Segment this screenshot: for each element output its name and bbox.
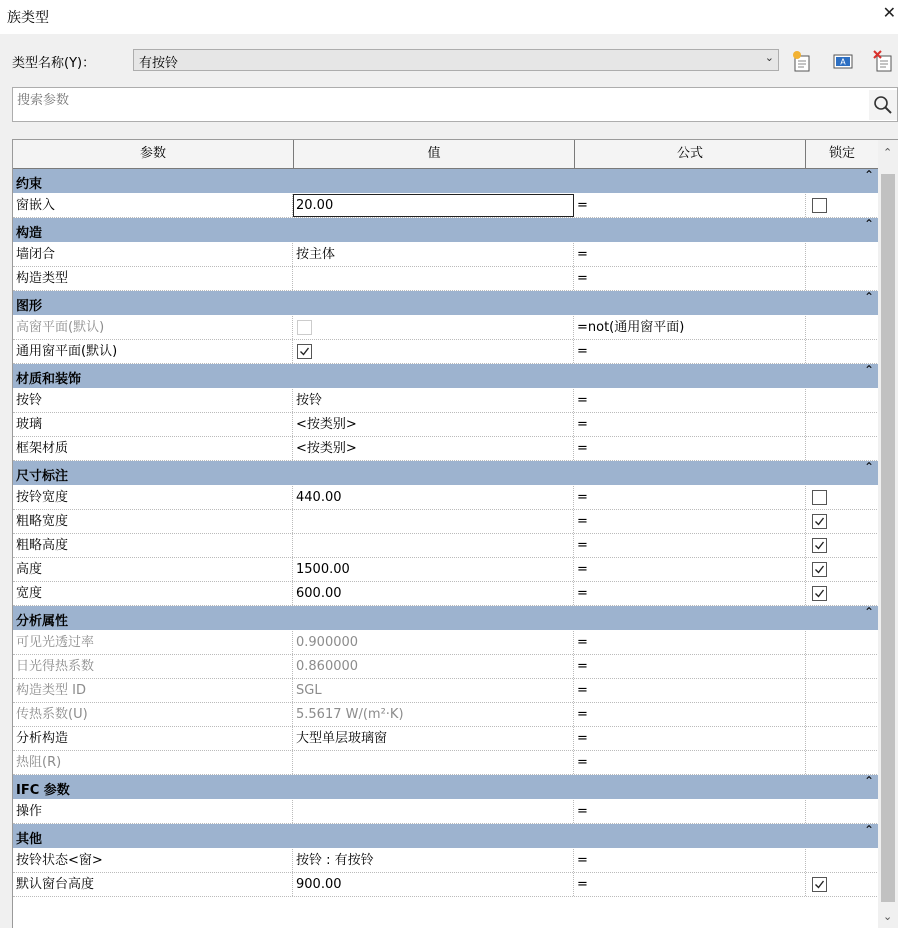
group-header[interactable] xyxy=(13,364,879,389)
svg-text:A: A xyxy=(840,57,846,67)
type-name-label: 类型名称(Y)： xyxy=(12,56,96,71)
chevron-down-icon: ⌄ xyxy=(764,51,774,64)
parameter-value[interactable]: <按类别> xyxy=(293,413,574,436)
lock-cell xyxy=(806,437,879,460)
lock-cell xyxy=(806,655,879,678)
parameter-name: 粗略高度 xyxy=(13,534,293,557)
formula-cell: = xyxy=(574,751,806,774)
parameter-value xyxy=(293,316,574,339)
parameter-value[interactable]: 大型单层玻璃窗 xyxy=(293,727,574,750)
value-edit-field[interactable]: 20.00 xyxy=(293,194,574,217)
parameter-value[interactable] xyxy=(293,510,574,533)
parameter-name: 构造类型 ID xyxy=(13,679,293,702)
scroll-up-icon[interactable]: ⌃ xyxy=(883,146,893,159)
search-placeholder: 搜索参数 xyxy=(17,93,70,108)
collapse-icon[interactable]: ⌃ xyxy=(863,168,874,182)
vertical-scrollbar[interactable] xyxy=(878,140,898,928)
parameter-name: 可见光透过率 xyxy=(13,631,293,654)
lock-checkbox[interactable] xyxy=(812,198,827,213)
formula-cell[interactable]: = xyxy=(574,437,806,460)
scroll-down-icon[interactable]: ⌄ xyxy=(883,910,893,923)
table-row xyxy=(13,873,879,897)
table-row xyxy=(13,631,879,655)
group-label: 图形 xyxy=(16,299,43,314)
type-name-value: 有按铃 xyxy=(139,56,179,71)
group-label: 构造 xyxy=(16,226,43,241)
formula-cell: = xyxy=(574,703,806,726)
lock-cell[interactable] xyxy=(806,486,879,509)
parameter-value[interactable]: 600.00 xyxy=(293,582,574,605)
type-name-dropdown[interactable] xyxy=(133,49,779,71)
delete-type-button[interactable] xyxy=(872,49,896,73)
lock-cell[interactable] xyxy=(806,582,879,605)
lock-cell xyxy=(806,800,879,823)
group-header[interactable] xyxy=(13,291,879,316)
table-row xyxy=(13,413,879,437)
parameter-value[interactable] xyxy=(293,534,574,557)
lock-cell xyxy=(806,703,879,726)
column-header-lock[interactable]: 锁定 xyxy=(806,140,879,168)
parameter-value[interactable]: 按主体 xyxy=(293,243,574,266)
parameter-value: 5.5617 W/(m²·K) xyxy=(293,703,574,726)
parameter-name: 按铃 xyxy=(13,389,293,412)
parameter-name: 日光得热系数 xyxy=(13,655,293,678)
lock-cell[interactable] xyxy=(806,194,879,217)
formula-cell[interactable]: = xyxy=(574,267,806,290)
search-icon xyxy=(869,90,897,120)
table-row xyxy=(13,558,879,582)
lock-checkbox[interactable] xyxy=(812,490,827,505)
table-row xyxy=(13,800,879,824)
title-bar xyxy=(0,0,898,34)
formula-cell[interactable]: = xyxy=(574,534,806,557)
table-row xyxy=(13,486,879,510)
collapse-icon[interactable]: ⌃ xyxy=(863,363,874,377)
lock-cell xyxy=(806,849,879,872)
parameter-value[interactable] xyxy=(293,267,574,290)
parameter-name: 按铃状态<窗> xyxy=(13,849,293,872)
formula-cell[interactable]: = xyxy=(574,558,806,581)
search-button[interactable] xyxy=(869,90,897,120)
value-checkbox[interactable] xyxy=(297,344,312,359)
formula-cell[interactable]: = xyxy=(574,727,806,750)
type-name-row xyxy=(0,34,898,86)
parameter-name: 传热系数(U) xyxy=(13,703,293,726)
new-type-icon xyxy=(790,49,814,73)
parameter-value xyxy=(293,751,574,774)
parameter-name: 按铃宽度 xyxy=(13,486,293,509)
formula-cell[interactable]: = xyxy=(574,389,806,412)
parameter-value[interactable] xyxy=(293,800,574,823)
lock-cell xyxy=(806,243,879,266)
collapse-icon[interactable]: ⌃ xyxy=(863,290,874,304)
table-row xyxy=(13,316,879,340)
group-header[interactable] xyxy=(13,775,879,800)
table-row xyxy=(13,751,879,775)
parameter-name: 热阻(R) xyxy=(13,751,293,774)
group-header[interactable] xyxy=(13,169,879,194)
formula-cell[interactable]: = xyxy=(574,582,806,605)
table-row xyxy=(13,389,879,413)
formula-cell[interactable]: = xyxy=(574,486,806,509)
formula-cell: =not(通用窗平面) xyxy=(574,316,806,339)
lock-cell xyxy=(806,679,879,702)
parameter-value[interactable] xyxy=(293,340,574,363)
new-type-button[interactable] xyxy=(790,49,814,73)
group-label: 约束 xyxy=(16,177,43,192)
parameters-grid xyxy=(12,139,898,928)
rename-type-button[interactable] xyxy=(831,49,855,73)
group-label: 尺寸标注 xyxy=(16,469,69,484)
parameter-name: 分析构造 xyxy=(13,727,293,750)
parameter-value: 0.860000 xyxy=(293,655,574,678)
formula-cell: = xyxy=(574,679,806,702)
parameter-name: 高度 xyxy=(13,558,293,581)
lock-cell xyxy=(806,727,879,750)
lock-cell xyxy=(806,267,879,290)
parameter-name: 构造类型 xyxy=(13,267,293,290)
lock-checkbox[interactable] xyxy=(812,514,827,529)
lock-cell xyxy=(806,413,879,436)
lock-checkbox[interactable] xyxy=(812,538,827,553)
parameter-name: 高窗平面(默认) xyxy=(13,316,293,339)
value-checkbox xyxy=(297,320,312,335)
lock-checkbox[interactable] xyxy=(812,877,827,892)
group-header[interactable] xyxy=(13,606,879,631)
lock-cell xyxy=(806,631,879,654)
formula-cell[interactable]: = xyxy=(574,413,806,436)
table-row xyxy=(13,194,879,218)
formula-cell[interactable]: = xyxy=(574,873,806,896)
parameter-value: 0.900000 xyxy=(293,631,574,654)
lock-checkbox[interactable] xyxy=(812,562,827,577)
table-row xyxy=(13,703,879,727)
parameter-value: SGL xyxy=(293,679,574,702)
formula-cell[interactable]: = xyxy=(574,849,806,872)
lock-checkbox[interactable] xyxy=(812,586,827,601)
window-title: 族类型 xyxy=(7,10,49,26)
parameter-name: 窗嵌入 xyxy=(13,194,293,217)
group-header[interactable] xyxy=(13,218,879,243)
parameter-value[interactable]: 按铃 : 有按铃 xyxy=(293,849,574,872)
collapse-icon[interactable]: ⌃ xyxy=(863,823,874,837)
lock-cell[interactable] xyxy=(806,558,879,581)
column-header-value[interactable]: 值 xyxy=(294,140,575,168)
group-label: 其他 xyxy=(16,832,43,847)
column-header-formula[interactable]: 公式 xyxy=(575,140,806,168)
lock-cell xyxy=(806,316,879,339)
parameter-name: 宽度 xyxy=(13,582,293,605)
lock-cell xyxy=(806,340,879,363)
collapse-icon[interactable]: ⌃ xyxy=(863,774,874,788)
lock-cell[interactable] xyxy=(806,534,879,557)
table-row xyxy=(13,437,879,461)
table-row xyxy=(13,582,879,606)
table-row xyxy=(13,849,879,873)
group-header[interactable] xyxy=(13,461,879,486)
group-label: 分析属性 xyxy=(16,614,69,629)
parameter-name: 操作 xyxy=(13,800,293,823)
lock-cell xyxy=(806,751,879,774)
group-label: IFC 参数 xyxy=(16,783,70,798)
parameter-name: 粗略宽度 xyxy=(13,510,293,533)
collapse-icon[interactable]: ⌃ xyxy=(863,605,874,619)
parameter-name: 玻璃 xyxy=(13,413,293,436)
formula-cell[interactable]: = xyxy=(574,243,806,266)
lock-cell[interactable] xyxy=(806,510,879,533)
close-icon[interactable]: ✕ xyxy=(882,3,896,22)
scrollbar-thumb[interactable] xyxy=(881,174,895,902)
table-row xyxy=(13,655,879,679)
collapse-icon[interactable]: ⌃ xyxy=(863,460,874,474)
parameter-name: 默认窗台高度 xyxy=(13,873,293,896)
table-row xyxy=(13,510,879,534)
formula-cell[interactable]: = xyxy=(574,800,806,823)
parameter-value[interactable]: <按类别> xyxy=(293,437,574,460)
delete-type-icon xyxy=(872,49,896,73)
table-row xyxy=(13,727,879,751)
table-row xyxy=(13,340,879,364)
formula-cell: = xyxy=(574,655,806,678)
parameter-name: 通用窗平面(默认) xyxy=(13,340,293,363)
table-row xyxy=(13,679,879,703)
formula-cell[interactable]: = xyxy=(574,340,806,363)
parameter-name: 墙闭合 xyxy=(13,243,293,266)
group-header[interactable] xyxy=(13,824,879,849)
collapse-icon[interactable]: ⌃ xyxy=(863,217,874,231)
grid-header xyxy=(13,140,879,169)
parameter-value[interactable]: 900.00 xyxy=(293,873,574,896)
formula-cell[interactable]: = xyxy=(574,194,806,217)
formula-cell: = xyxy=(574,631,806,654)
column-header-parameter[interactable]: 参数 xyxy=(13,140,294,168)
table-row xyxy=(13,267,879,291)
search-parameters-input[interactable] xyxy=(12,87,898,122)
rename-type-icon xyxy=(831,49,855,73)
parameter-value[interactable]: 1500.00 xyxy=(293,558,574,581)
parameter-value[interactable]: 按铃 xyxy=(293,389,574,412)
formula-cell[interactable]: = xyxy=(574,510,806,533)
group-label: 材质和装饰 xyxy=(16,372,82,387)
table-row xyxy=(13,243,879,267)
parameter-name: 框架材质 xyxy=(13,437,293,460)
parameter-value[interactable]: 440.00 xyxy=(293,486,574,509)
lock-cell xyxy=(806,389,879,412)
table-row xyxy=(13,534,879,558)
lock-cell[interactable] xyxy=(806,873,879,896)
